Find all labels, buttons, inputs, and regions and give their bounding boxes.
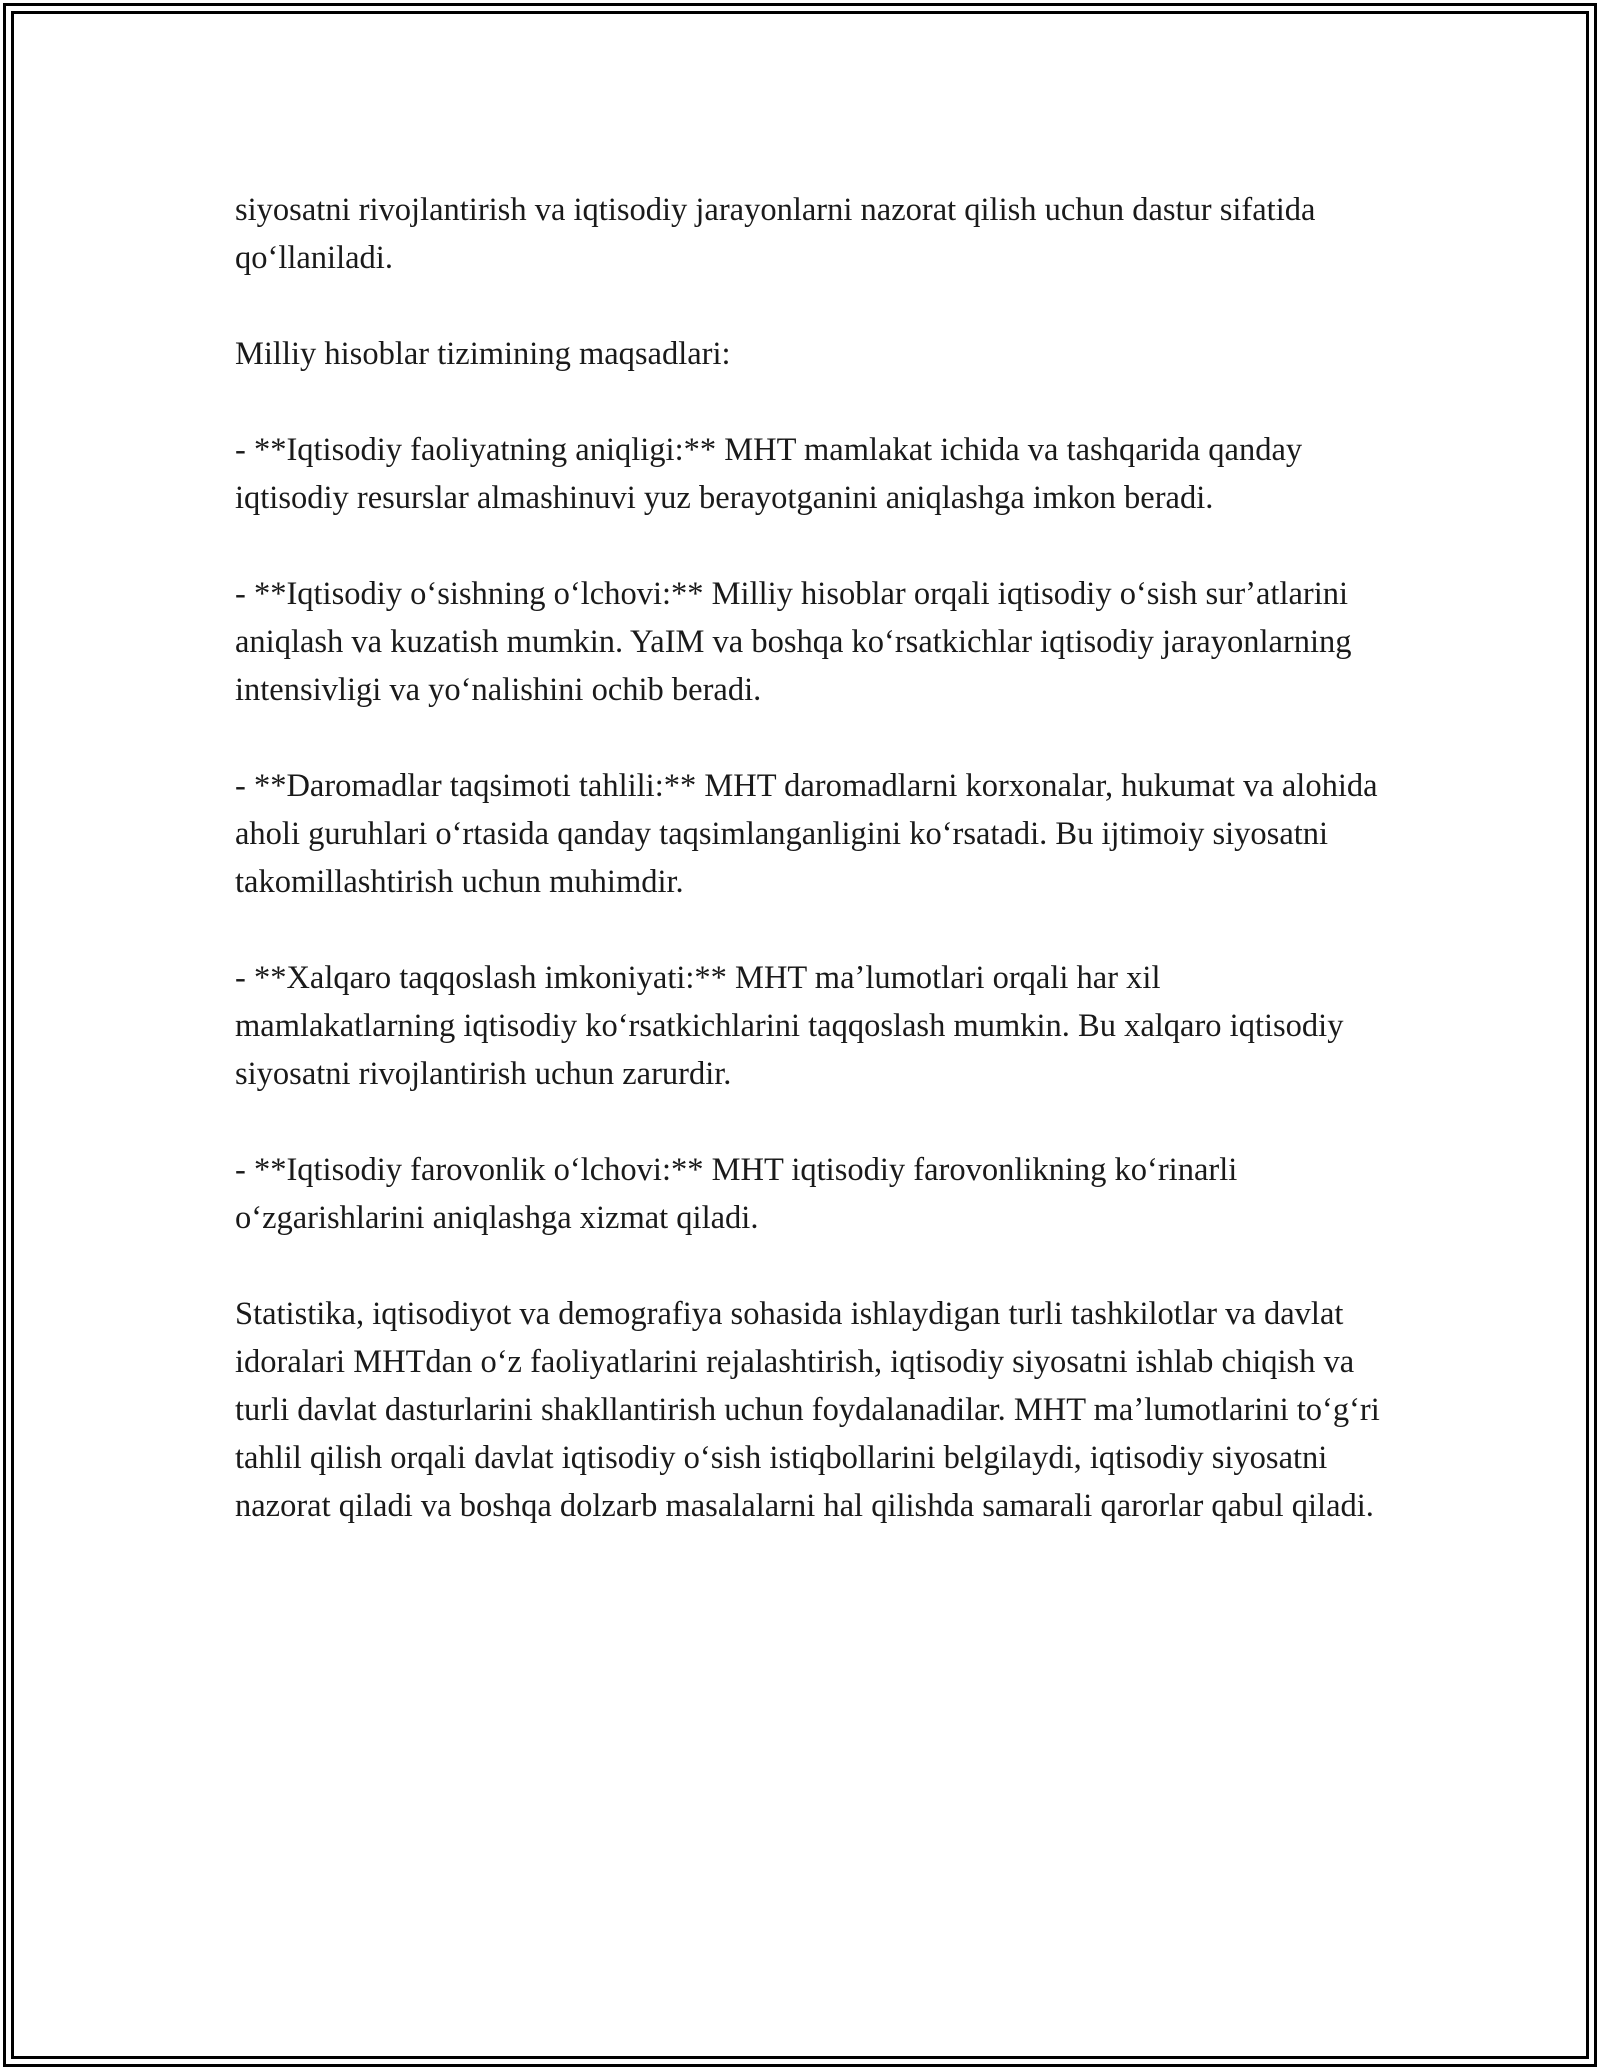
- paragraph-goal-international-comparison: - **Xalqaro taqqoslash imkoniyati:** MHT maʼlumotlari orqali har xil mamlakatlarning iqtisodiy koʻrsatkichlarini taqqoslash mumkin. Bu xalqaro iqtisodiy siyosatni rivojlantirish uchun zarurdir.: [235, 960, 1344, 1092]
- paragraph-conclusion: Statistika, iqtisodiyot va demografiya sohasida ishlaydigan turli tashkilotlar va davlat idoralari MHTdan oʻz faoliyatlarini rejalashtirish, iqtisodiy siyosatni ishlab chiqish va turli davlat dasturlarini shakllantirish uchun foydalanadilar. MHT maʼlumotlarini toʻgʻri tahlil qilish orqali davlat iqtisodiy oʻsish istiqbollarini belgilaydi, iqtisodiy siyosatni nazorat qiladi va boshqa dolzarb masalalarni hal qilishda samarali qarorlar qabul qiladi.: [235, 1296, 1380, 1524]
- paragraph-goal-welfare: - **Iqtisodiy farovonlik oʻlchovi:** MHT iqtisodiy farovonlikning koʻrinarli oʻzgarishlarini aniqlashga xizmat qiladi.: [235, 1152, 1238, 1236]
- paragraph-goal-growth: - **Iqtisodiy oʻsishning oʻlchovi:** Milliy hisoblar orqali iqtisodiy oʻsish surʼatlarini aniqlash va kuzatish mumkin. YaIM va boshqa koʻrsatkichlar iqtisodiy jarayonlarning intensivligi va yoʻnalishini ochib beradi.: [235, 576, 1352, 708]
- paragraph-goal-accuracy: - **Iqtisodiy faoliyatning aniqligi:** MHT mamlakat ichida va tashqarida qanday iqtisodiy resurslar almashinuvi yuz berayotganini aniqlashga imkon beradi.: [235, 432, 1303, 516]
- document-body: [235, 186, 1380, 1530]
- paragraph-goals-heading: Milliy hisoblar tizimining maqsadlari:: [235, 336, 731, 372]
- paragraph-intro-continuation: siyosatni rivojlantirish va iqtisodiy jarayonlarni nazorat qilish uchun dastur sifatida qoʻllaniladi.: [235, 192, 1316, 276]
- paragraph-goal-income-distribution: - **Daromadlar taqsimoti tahlili:** MHT daromadlarni korxonalar, hukumat va alohida aholi guruhlari oʻrtasida qanday taqsimlanganligini koʻrsatadi. Bu ijtimoiy siyosatni takomillashtirish uchun muhimdir.: [235, 768, 1378, 900]
